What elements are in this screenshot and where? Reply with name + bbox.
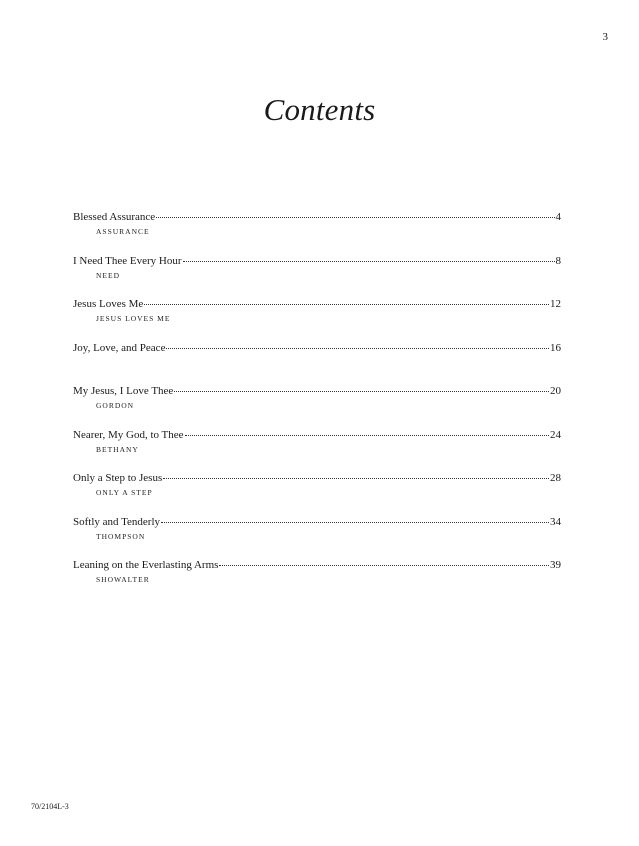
toc-entry[interactable] [73, 515, 561, 559]
dot-leader [183, 260, 555, 262]
toc-entry-title[interactable]: Softly and Tenderly [73, 515, 161, 528]
toc-line [73, 297, 561, 311]
dot-leader [156, 216, 554, 218]
toc-line [73, 471, 561, 485]
toc-entry-title[interactable]: My Jesus, I Love Thee [73, 385, 174, 397]
toc-line [73, 254, 561, 268]
toc-line [73, 515, 561, 529]
toc-entry-tune: NEED [96, 270, 120, 280]
toc-entry-title[interactable]: Jesus Loves Me [73, 298, 144, 310]
toc-entry[interactable] [73, 384, 561, 428]
toc-entry-page[interactable]: 20 [550, 385, 561, 397]
toc-entry-tune: ASSURANCE [96, 227, 150, 236]
toc-entry-tune: THOMPSON [96, 531, 146, 541]
footer-catalog-code: 70/2104L-3 [31, 802, 69, 811]
toc-line [73, 558, 561, 572]
toc-entry[interactable] [73, 428, 561, 472]
toc-entry-page[interactable]: 4 [555, 211, 561, 223]
toc-entry-title[interactable]: Nearer, My God, to Thee [73, 428, 184, 441]
toc-entry-page[interactable]: 34 [550, 515, 561, 528]
toc-entry-title[interactable]: Only a Step to Jesus [73, 472, 163, 484]
toc-entry-tune: JESUS LOVES ME [96, 314, 171, 323]
toc-entry-page[interactable]: 12 [550, 298, 561, 310]
toc-entry-tune: SHOWALTER [96, 575, 150, 584]
toc-entry-title[interactable]: Leaning on the Everlasting Arms [73, 559, 219, 571]
toc-entry-title[interactable]: I Need Thee Every Hour [73, 254, 182, 267]
toc-line [73, 341, 561, 355]
toc-entry[interactable] [73, 297, 561, 341]
toc-entry-page[interactable]: 8 [555, 254, 561, 267]
toc-entry-title[interactable]: Blessed Assurance [73, 211, 156, 223]
toc-entry-tune: GORDON [96, 401, 135, 410]
toc-entry[interactable] [73, 210, 561, 254]
toc-entry[interactable] [73, 254, 561, 298]
toc-entry-page[interactable]: 28 [550, 472, 561, 484]
dot-leader [174, 390, 549, 392]
dot-leader [166, 347, 549, 349]
toc-line [73, 210, 561, 224]
dot-leader [219, 564, 549, 566]
toc-entry[interactable] [73, 558, 561, 602]
toc-entry-tune: BETHANY [96, 444, 139, 454]
toc-entry[interactable] [73, 471, 561, 515]
toc-entry-page[interactable]: 39 [550, 559, 561, 571]
dot-leader [161, 521, 549, 523]
toc-entry-page[interactable]: 16 [550, 341, 561, 354]
page-title: Contents [263, 92, 376, 127]
toc-entry-title[interactable]: Joy, Love, and Peace [73, 341, 166, 354]
toc-line [73, 384, 561, 398]
toc-entry-tune: ONLY A STEP [96, 488, 153, 497]
dot-leader [144, 303, 549, 305]
toc-entry-page[interactable]: 24 [550, 428, 561, 441]
table-of-contents [73, 210, 561, 602]
dot-leader [163, 477, 549, 479]
toc-line [73, 428, 561, 442]
toc-entry[interactable] [73, 341, 561, 385]
dot-leader [185, 434, 549, 436]
page-number: 3 [602, 31, 608, 43]
